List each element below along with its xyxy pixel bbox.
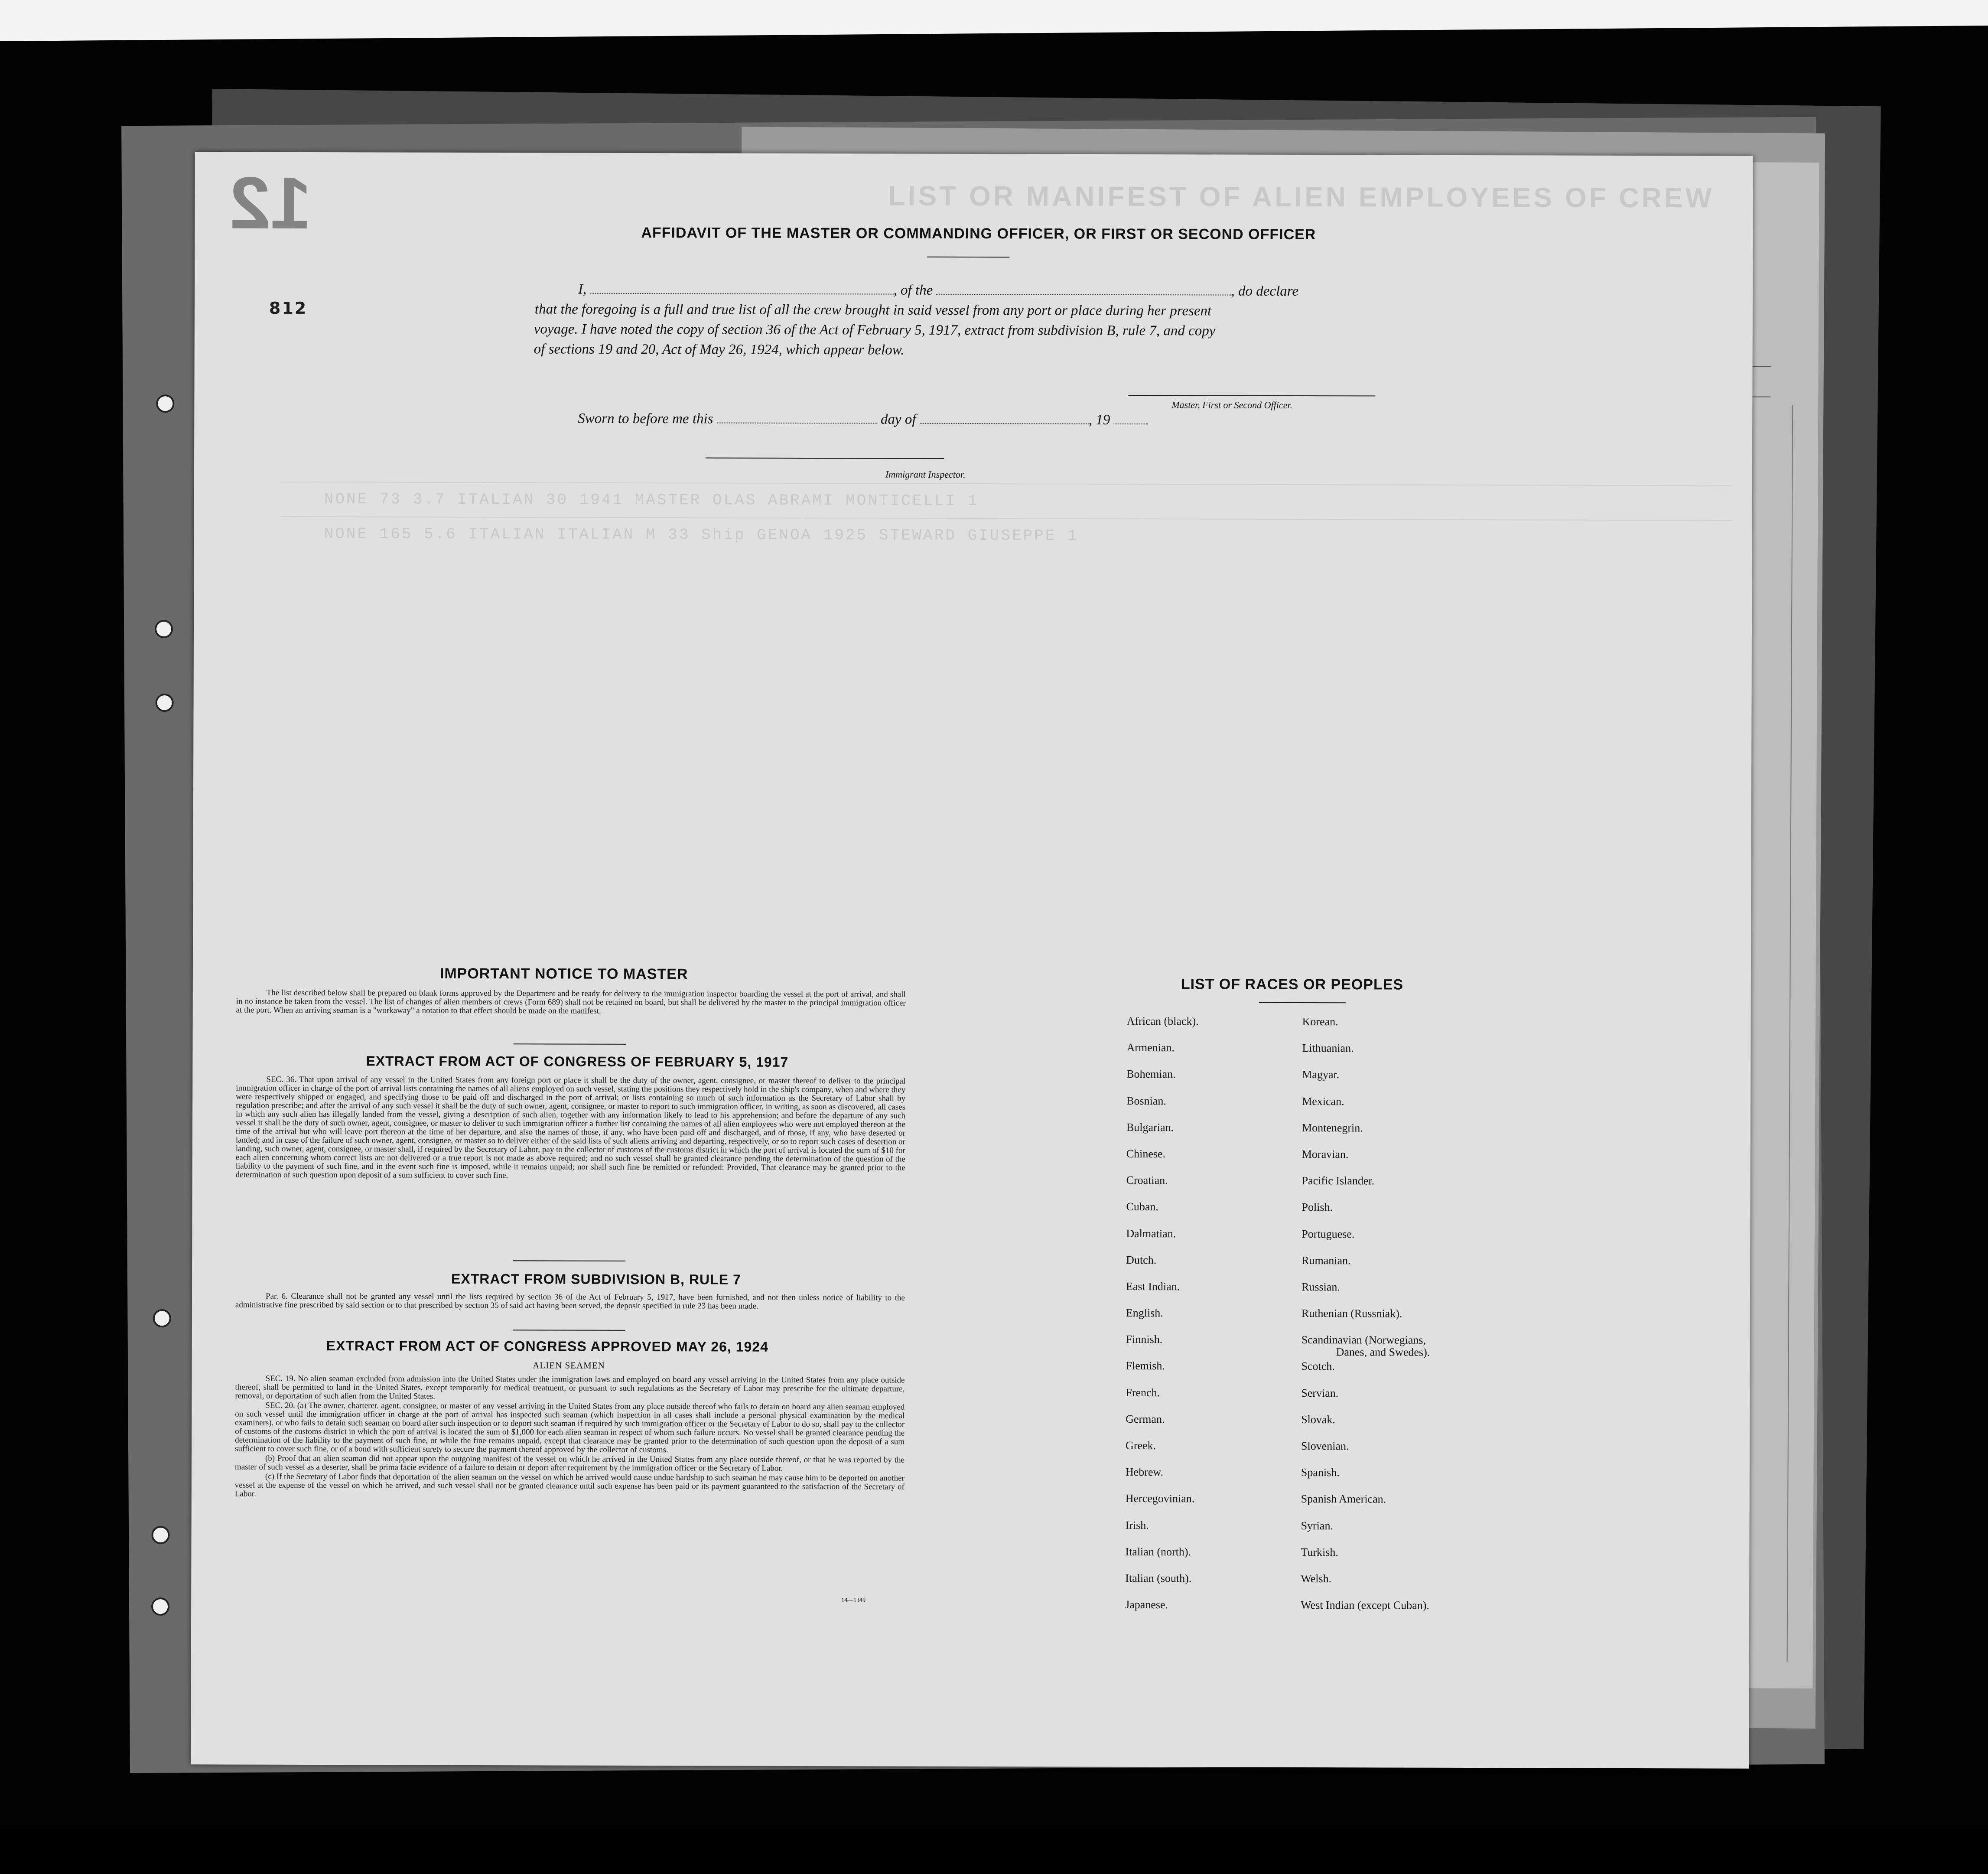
extract-1924-title: EXTRACT FROM ACT OF CONGRESS APPROVED MAY 26, 1924 — [326, 1338, 768, 1355]
race-item: Syrian. — [1301, 1519, 1334, 1532]
scan-top-edge — [0, 0, 1988, 41]
race-item: African (black). — [1126, 1014, 1199, 1028]
extract-1917-text — [236, 1076, 906, 1182]
section-36-paragraph: SEC. 36. That upon arrival of any vessel in the United States from any foreign port or place it shall be the duty of the owner, agent, consignee, or master thereof to deliver to the principal immigration officer in charge of the port of arrival lists containing the names of all aliens employed on such vessel, stating the positions they respectively hold in the ship's company, when and where they were respectively shipped or engaged, and specifying those to be paid off and discharged in the port of arrival; or lists containing so much of such information as the Secretary of Labor shall by regulation prescribe; and after the arrival of any such vessel it shall be the duty of such owner, agent, consignee, or master to report to such immigration officer, in writing, as soon as discovered, all cases in which any such alien has illegally landed from the vessel, giving a description of such alien, together with any information likely to lead to his apprehension; and before the departure of any such vessel it shall be the duty of such owner, agent, consignee, or master to deliver to such immigration officer a further list containing the names of all alien employees who were not employed thereon at the time of the arrival but who will leave port thereon at the time of her departure, and also the names of those, if any, who have been paid off and discharged, and of those, if any, who have deserted or landed; and in case of the failure of such owner, agent, consignee, or master so to deliver either of the said lists of such aliens arriving and departing, respectively, or so to report such cases of desertion or landing, such owner, agent, consignee, or master shall, if required by the Secretary of Labor, pay to the collector of customs of the customs district in which the port of arrival is located the sum of $10 for each alien concerning whom correct lists are not delivered or a true report is not made as above required; and no such vessel shall be granted clearance pending the determination of the question of the liability to the payment of such fine, and in the event such fine is imposed, while it remains unpaid; nor shall such fine be remitted or refunded: Provided, That clearance may be granted prior to the determination of such question upon deposit of a sum sufficient to cover such fine. — [235, 1075, 906, 1180]
binder-hole-icon — [156, 394, 174, 413]
officer-name-field[interactable] — [590, 282, 894, 295]
sworn-line — [578, 409, 1148, 430]
race-item: Magyar. — [1302, 1068, 1340, 1081]
affidavit-line-2: that the foregoing is a full and true list of all the crew brought in said vessel from any port or place during her present — [534, 301, 1212, 319]
extract-1917-title: EXTRACT FROM ACT OF CONGRESS OF FEBRUARY 5, 1917 — [366, 1053, 789, 1070]
race-item: Scotch. — [1301, 1360, 1335, 1373]
affidavit-do-declare: , do declare — [1231, 283, 1299, 299]
race-item: Bosnian. — [1126, 1094, 1166, 1107]
race-item: Russian. — [1301, 1280, 1340, 1294]
race-item: French. — [1126, 1386, 1160, 1399]
races-title: LIST OF RACES OR PEOPLES — [1181, 976, 1404, 993]
par-6-paragraph: Par. 6. Clearance shall not be granted any vessel until the lists required by section 36 of the Act of February 5, 1917, have been furnished, and not then unless notice of liability to the administrative fine prescribed by said section or to that prescribed by section 35 of said act having been served, the deposit specified in rule 23 has been made. — [235, 1291, 905, 1311]
handwritten-mark: 812 — [269, 298, 308, 318]
race-item: Welsh. — [1301, 1572, 1332, 1585]
vessel-name-field[interactable] — [937, 283, 1231, 296]
race-item-scandinavian — [1301, 1333, 1430, 1360]
affidavit-of-the: , of the — [893, 282, 933, 298]
race-item: Spanish American. — [1301, 1493, 1386, 1506]
extract-rule-7-text — [235, 1292, 905, 1312]
ghost-rule — [281, 482, 1733, 486]
master-signature-line[interactable] — [1128, 395, 1375, 396]
race-item: Hercegovinian. — [1125, 1492, 1195, 1505]
scan-bottom-edge — [0, 1825, 1988, 1874]
race-item: Cuban. — [1126, 1200, 1158, 1213]
race-item: Montenegrin. — [1301, 1121, 1363, 1134]
binder-hole-icon — [153, 1309, 171, 1327]
races-right-column — [1301, 1015, 1431, 1626]
races-left-column — [1125, 1015, 1199, 1625]
ghost-crew-list-title: LIST OR MANIFEST OF ALIEN EMPLOYEES OF CREW — [888, 180, 1715, 214]
sworn-day-of: day of — [880, 411, 916, 427]
race-item: Pacific Islander. — [1301, 1174, 1375, 1187]
race-item: Finnish. — [1126, 1333, 1163, 1346]
race-item: Bohemian. — [1126, 1068, 1176, 1081]
race-item: Rumanian. — [1301, 1254, 1351, 1267]
divider — [513, 1260, 625, 1261]
race-item: Servian. — [1301, 1386, 1339, 1399]
extract-rule-7-title: EXTRACT FROM SUBDIVISION B, RULE 7 — [451, 1271, 741, 1287]
sworn-month-field[interactable] — [920, 412, 1089, 424]
race-item-continuation: Danes, and Swedes). — [1336, 1346, 1430, 1359]
notice-text — [236, 989, 906, 1017]
race-item: Irish. — [1125, 1519, 1149, 1532]
race-item: Spanish. — [1301, 1466, 1340, 1479]
alien-seamen-subtitle: ALIEN SEAMEN — [533, 1360, 605, 1371]
race-item: Scandinavian (Norwegians, — [1301, 1333, 1426, 1346]
race-item: Italian (north). — [1125, 1545, 1191, 1558]
race-item: Chinese. — [1126, 1147, 1166, 1160]
race-item: Croatian. — [1126, 1174, 1168, 1187]
race-item: Portuguese. — [1301, 1227, 1355, 1240]
extract-1924-text — [235, 1375, 905, 1501]
ghost-row: NONE 73 3.7 ITALIAN 30 1941 MASTER OLAS ABRAMI MONTICELLI 1 — [324, 490, 979, 510]
notice-paragraph: The list described below shall be prepared on blank forms approved by the Department and be ready for delivery to the immigration inspector boarding the vessel at the port of arrival, and shall in no instance be taken from the vessel. The list of changes of alien members of crews (Form 689) shall not be retained on board, but shall be delivered by the master to the principal immigration officer at the port. When an arriving seaman is a "workaway" a notation to that effect should be made on the manifest. — [236, 988, 906, 1016]
race-item: Ruthenian (Russniak). — [1301, 1307, 1402, 1320]
sworn-day-field[interactable] — [717, 411, 877, 424]
master-signature-label: Master, First or Second Officer. — [1171, 399, 1293, 411]
race-item: Slovenian. — [1301, 1439, 1349, 1453]
affidavit-line-3: voyage. I have noted the copy of section 36 of the Act of February 5, 1917, extract from subdivision B, rule 7, and copy — [534, 321, 1216, 339]
race-item: Flemish. — [1126, 1359, 1165, 1372]
race-item: Slovak. — [1301, 1413, 1336, 1426]
race-item: Polish. — [1301, 1201, 1333, 1214]
race-item: Dalmatian. — [1126, 1227, 1176, 1240]
race-item: Italian (south). — [1125, 1571, 1192, 1585]
race-item: Moravian. — [1301, 1147, 1349, 1161]
ghost-rule — [281, 516, 1733, 521]
race-item: Japanese. — [1125, 1598, 1168, 1611]
race-item: Armenian. — [1126, 1041, 1175, 1054]
binder-hole-icon — [151, 1526, 169, 1544]
affidavit-form-page — [191, 152, 1753, 1768]
divider — [513, 1043, 626, 1045]
divider — [1259, 1002, 1346, 1004]
race-item: German. — [1126, 1412, 1165, 1425]
race-item: Lithuanian. — [1302, 1042, 1354, 1055]
affidavit-title: AFFIDAVIT OF THE MASTER OR COMMANDING OFFICER, OR FIRST OR SECOND OFFICER — [641, 224, 1316, 243]
binder-hole-icon — [151, 1597, 169, 1616]
race-item: English. — [1126, 1306, 1163, 1320]
binder-hole-icon — [155, 620, 173, 638]
affidavit-i: I, — [578, 281, 587, 297]
race-item: East Indian. — [1126, 1280, 1180, 1293]
binder-hole-icon — [155, 694, 173, 712]
notice-title: IMPORTANT NOTICE TO MASTER — [439, 965, 688, 983]
race-item: Turkish. — [1301, 1545, 1338, 1558]
race-item: Hebrew. — [1125, 1466, 1164, 1479]
race-item: Bulgarian. — [1126, 1121, 1174, 1134]
sworn-year-field[interactable] — [1114, 412, 1149, 424]
affidavit-line-1 — [578, 280, 1298, 301]
inspector-signature-label: Immigrant Inspector. — [885, 469, 966, 480]
race-item: Mexican. — [1302, 1095, 1344, 1108]
ghost-row: NONE 165 5.6 ITALIAN ITALIAN M 33 Ship GENOA 1925 STEWARD GIUSEPPE 1 — [324, 525, 1079, 545]
divider — [513, 1330, 625, 1331]
race-item: Korean. — [1302, 1015, 1338, 1028]
inspector-signature-line[interactable] — [706, 457, 944, 459]
sworn-text: Sworn to before me this — [578, 411, 713, 427]
affidavit-line-4: of sections 19 and 20, Act of May 26, 1924, which appear below. — [534, 341, 905, 358]
sec-20a-paragraph: SEC. 20. (a) The owner, charterer, agent, consignee, or master of any vessel arriving in the United States from any place outside thereof who fails to detain on board any alien seaman employed on such vessel until the immigration officer in charge at the port of arrival has inspected such seaman (which inspection in all cases shall include a personal physical examination by the medical examiners), or who fails to detain such seaman on board after such inspection or to deport such seaman if required by such immigration officer or the Secretary of Labor to do so, shall pay to the collector of customs of the customs district in which the port of arrival is located the sum of $1,000 for each alien seaman in respect of whom such failure occurs. No vessel shall be granted clearance pending the determination of the liability to the payment of such fine, or while the fine remains unpaid, except that clearance may be granted prior to the determination of such question upon the deposit of a sum sufficient to cover such fine, or of a bond with sufficient surety to secure the payment thereof approved by the collector of customs. — [235, 1401, 905, 1455]
sec-20c-paragraph: (c) If the Secretary of Labor finds that deportation of the alien seaman on the vessel on which he arrived would cause undue hardship to such seaman he may cause him to be deported on another vessel at the expense of the vessel on which he arrived, and such vessel shall not be granted clearance until such expense has been paid or its payment guaranteed to the satisfaction of the Secretary of Labor. — [234, 1472, 905, 1499]
sworn-year-prefix: , 19 — [1088, 412, 1110, 428]
race-item: West Indian (except Cuban). — [1301, 1599, 1429, 1612]
sec-19-paragraph: SEC. 19. No alien seaman excluded from admission into the United States under the immigration laws and employed on board any vessel arriving in the United States from any place outside thereof, shall be permitted to land in the United States, except temporarily for medical treatment, or pursuant to such regulations as the Secretary of Labor may prescribe for the ultimate departure, removal, or deportation of such alien from the United States. — [235, 1374, 905, 1401]
sec-20b-paragraph: (b) Proof that an alien seaman did not appear upon the outgoing manifest of the vessel on which he arrived in the United States from any place outside thereof, or that he was reported by the master of such vessel as a deserter, shall be prima facie evidence of a failure to detain or deport after requirement by the immigration officer or the Secretary of Labor. — [234, 1454, 905, 1473]
form-number: 14—1349 — [841, 1597, 866, 1604]
race-item: Greek. — [1126, 1439, 1156, 1452]
race-item: Dutch. — [1126, 1253, 1157, 1266]
page-number-stamp: 12 — [229, 162, 312, 245]
